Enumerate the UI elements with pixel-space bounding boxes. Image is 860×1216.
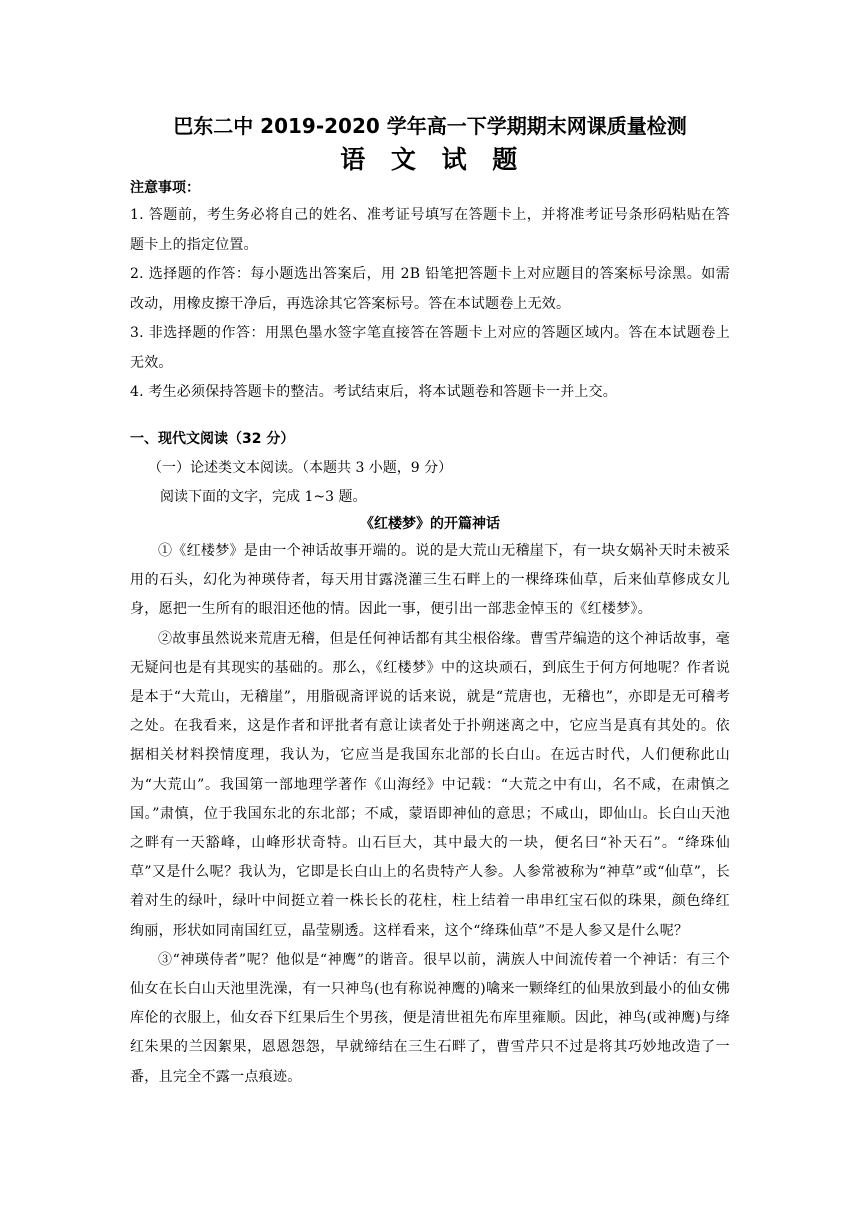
notice-heading: 注意事项：: [130, 180, 200, 196]
notice-item: 1. 答题前，考生务必将自己的姓名、准考证号填写在答题卡上，并将准考证号条形码粘贴在答题卡上的指定位置。: [130, 207, 730, 253]
notice-item: 4. 考生必须保持答题卡的整洁。考试结束后，将本试题卷和答题卡一并上交。: [130, 384, 618, 400]
subsection-heading: （一）论述类文本阅读。（本题共 3 小题，9 分）: [148, 460, 453, 476]
reading-instruction: 阅读下面的文字，完成 1~3 题。: [160, 489, 367, 505]
notice-item: 2. 选择题的作答：每小题选出答案后，用 2B 铅笔把答题卡上对应题目的答案标号涂黑。如需改动，用橡皮擦干净后，再选涂其它答案标号。答在本试题卷上无效。: [130, 266, 730, 312]
article-title: 《红楼梦》的开篇神话: [360, 516, 500, 532]
exam-title: 巴东二中 2019-2020 学年高一下学期期末网课质量检测: [173, 114, 687, 138]
section-heading: 一、现代文阅读（32 分）: [130, 431, 295, 447]
article-paragraph: ③“神瑛侍者”呢？他似是“神鹰”的谐音。很早以前，满族人中间流传着一个神话：有三个仙女在长白山天池里洗澡，有一只神鸟(也有称说神鹰的)噙来一颗绛红的仙果放到最小的仙女佛库伦的衣服上，仙女吞下红果后生个男孩，便是清世祖先布库里雍顺。因此，神鸟(或神鹰)与绛红朱果的兰因絮果，恩恩怨怨，早就缔结在三生石畔了，曹雪芹只不过是将其巧妙地改造了一番，且完全不露一点痕迹。: [130, 951, 730, 1085]
article-paragraph: ②故事虽然说来荒唐无稽，但是任何神话都有其尘根俗缘。曹雪芹编造的这个神话故事，毫无疑问也是有其现实的基础的。那么，《红楼梦》中的这块顽石，到底生于何方何地呢？作者说是本于“大荒山，无稽崖”，用脂砚斋评说的话来说，就是“荒唐也，无稽也”，亦即是无可稽考之处。在我看来，这是作者和评批者有意让读者处于扑朔迷离之中，它应当是真有其处的。依据相关材料揆情度理，我认为，它应当是我国东北部的长白山。在远古时代，人们便称此山为“大荒山”。我国第一部地理学著作《山海经》中记载：“大荒之中有山，名不咸，在肃慎之国。”肃慎，位于我国东北的东北部；不咸，蒙语即神仙的意思；不咸山，即仙山。长白山天池之畔有一天豁峰，山峰形状奇特。山石巨大，其中最大的一块，便名曰“补天石”。“绛珠仙草”又是什么呢？我认为，它即是长白山上的名贵特产人参。人参常被称为“神草”或“仙草”，长着对生的绿叶，绿叶中间挺立着一株长长的花柱，柱上结着一串串红宝石似的珠果，颜色绛红绚丽，形状如同南国红豆，晶莹剔透。这样看来，这个“绛珠仙草”不是人参又是什么呢？: [130, 630, 730, 939]
subject-title: 语 文 试 题: [340, 145, 520, 174]
article-paragraph: ①《红楼梦》是由一个神话故事开端的。说的是大荒山无稽崖下，有一块女娲补天时未被采用的石头，幻化为神瑛侍者，每天用甘露浇灌三生石畔上的一棵绛珠仙草，后来仙草修成女儿身，愿把一生所有的眼泪还他的情。因此一事，便引出一部悲金悼玉的《红楼梦》。: [130, 543, 730, 618]
notice-item: 3. 非选择题的作答：用黑色墨水签字笔直接答在答题卡上对应的答题区域内。答在本试题卷上无效。: [130, 325, 730, 371]
article-body: [130, 537, 730, 1092]
notice-list: [130, 201, 730, 408]
